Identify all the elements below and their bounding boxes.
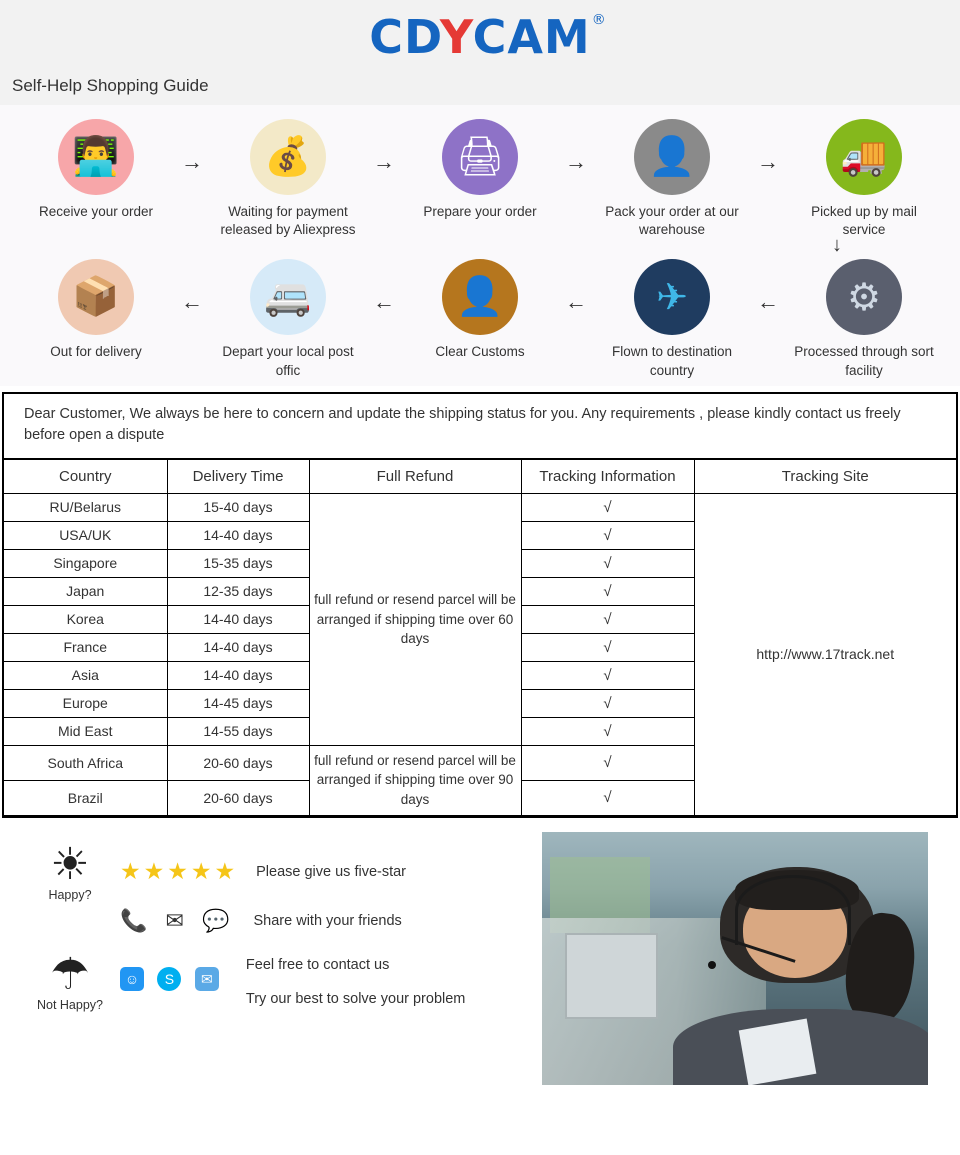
flow-step-label: Clear Customs — [435, 344, 525, 360]
column-header-tracking-information: Tracking Information — [521, 459, 694, 493]
cell-tracking-check: √ — [521, 605, 694, 633]
brand-logo — [0, 10, 960, 64]
solve-text: Try our best to solve your problem — [245, 990, 466, 1007]
flow-step-pack-order — [597, 113, 747, 239]
happy-row-stars — [20, 839, 534, 902]
cell-delivery-time: 12-35 days — [167, 577, 309, 605]
table-header-row — [4, 459, 956, 493]
rain-cloud-icon: ☂ — [50, 949, 90, 999]
cell-delivery-time: 14-40 days — [167, 605, 309, 633]
printer-icon: 🖨 — [442, 119, 518, 195]
page-header — [0, 0, 960, 105]
flow-step-label: Flown to destination country — [611, 344, 733, 378]
phone-icon[interactable]: 📞 — [120, 907, 154, 933]
not-happy-row — [20, 949, 534, 1012]
five-star-rating: ★★★★★ — [120, 858, 239, 885]
parcel-box-icon: 📦 — [58, 259, 134, 335]
delivery-table — [4, 459, 956, 816]
cell-tracking-check: √ — [521, 689, 694, 717]
flow-step-out-for-delivery — [21, 253, 171, 361]
flow-step-label: Out for delivery — [50, 344, 142, 360]
airplane-icon: ✈ — [634, 259, 710, 335]
happy-mood — [20, 839, 120, 902]
cell-country: Brazil — [4, 780, 167, 815]
flow-step-waiting-payment — [213, 113, 363, 239]
flow-step-picked-up — [789, 113, 939, 239]
registered-trademark-icon: ® — [591, 12, 607, 28]
cell-country: Europe — [4, 689, 167, 717]
cell-delivery-time: 14-40 days — [167, 521, 309, 549]
cell-tracking-check: √ — [521, 745, 694, 780]
flow-step-label: Pack your order at our warehouse — [605, 204, 739, 238]
cell-tracking-check: √ — [521, 577, 694, 605]
cell-country: Korea — [4, 605, 167, 633]
logo-text-accent: Y — [439, 10, 473, 64]
arrow-right-icon: → — [565, 149, 587, 174]
arrow-down-icon: ↓ — [832, 234, 842, 257]
social-icon-group[interactable] — [120, 908, 236, 934]
mail-truck-icon: 🚚 — [826, 119, 902, 195]
cell-country: Mid East — [4, 717, 167, 745]
messenger-icon[interactable]: ☺ — [120, 967, 144, 991]
cell-refund-note-60: full refund or resend parcel will be arranged if shipping time over 60 days — [309, 493, 521, 745]
flow-step-depart-local-post — [213, 253, 363, 379]
headset-icon — [735, 875, 851, 946]
cell-country: South Africa — [4, 745, 167, 780]
cell-tracking-site: http://www.17track.net — [694, 493, 956, 815]
cell-delivery-time: 14-40 days — [167, 661, 309, 689]
skype-icon[interactable]: S — [157, 967, 181, 991]
feedback-block — [0, 832, 534, 1086]
sorting-facility-icon: ⚙ — [826, 259, 902, 335]
cell-country: USA/UK — [4, 521, 167, 549]
cell-country: France — [4, 633, 167, 661]
computer-monitor — [565, 933, 658, 1019]
customer-service-agent-photo — [542, 832, 928, 1085]
email-icon[interactable]: ✉ — [195, 967, 219, 991]
cell-country: Japan — [4, 577, 167, 605]
flow-step-label: Prepare your order — [423, 204, 537, 219]
sun-icon: ☀ — [50, 839, 90, 889]
envelope-icon[interactable]: ✉ — [165, 907, 190, 933]
customs-officer-icon: 👤 — [442, 259, 518, 335]
cell-delivery-time: 15-40 days — [167, 493, 309, 521]
cell-delivery-time: 15-35 days — [167, 549, 309, 577]
cell-delivery-time: 14-40 days — [167, 633, 309, 661]
cell-tracking-check: √ — [521, 521, 694, 549]
flow-step-prepare-order — [405, 113, 555, 221]
column-header-tracking-site: Tracking Site — [694, 459, 956, 493]
five-star-text: Please give us five-star — [256, 863, 407, 880]
flow-step-receive-order — [21, 113, 171, 221]
cell-refund-note-90: full refund or resend parcel will be arranged if shipping time over 90 days — [309, 745, 521, 815]
flow-step-sort-facility — [789, 253, 939, 379]
cell-tracking-check: √ — [521, 493, 694, 521]
shopping-flow-section — [0, 105, 960, 386]
cell-tracking-check: √ — [521, 780, 694, 815]
cell-country: Asia — [4, 661, 167, 689]
not-happy-mood — [20, 949, 120, 1012]
customer-notice: Dear Customer, We always be here to concern and update the shipping status for you. Any requirements , please kindly contact us freely before open a dispute — [4, 394, 956, 459]
flow-step-clear-customs — [405, 253, 555, 361]
flow-step-label: Processed through sort facility — [794, 344, 934, 378]
person-at-desk-icon: 👨‍💻 — [58, 119, 134, 195]
arrow-left-icon: ← — [373, 289, 395, 315]
logo-text-left: CD — [369, 10, 440, 64]
happy-label: Happy? — [48, 887, 92, 902]
arrow-right-icon: → — [757, 149, 779, 174]
arrow-right-icon: → — [181, 149, 203, 174]
arrow-right-icon: → — [373, 149, 395, 174]
share-text: Share with your friends — [253, 912, 402, 929]
contact-text-group — [246, 957, 465, 1007]
table-row — [4, 493, 956, 521]
column-header-country: Country — [4, 459, 167, 493]
delivery-van-icon: 🚐 — [250, 259, 326, 335]
shipping-info-table — [2, 392, 958, 818]
flow-step-label: Waiting for payment released by Aliexpress — [220, 204, 356, 238]
cell-tracking-check: √ — [521, 633, 694, 661]
cell-country: Singapore — [4, 549, 167, 577]
cell-tracking-check: √ — [521, 549, 694, 577]
flow-step-label: Picked up by mail service — [811, 204, 917, 238]
happy-row-share — [120, 908, 534, 934]
flow-row-2 — [0, 253, 960, 379]
arrow-left-icon: ← — [565, 289, 587, 315]
page-title: Self-Help Shopping Guide — [12, 76, 209, 95]
arrow-left-icon: ← — [181, 289, 203, 315]
flow-step-label: Receive your order — [38, 204, 154, 219]
cell-delivery-time: 20-60 days — [167, 780, 309, 815]
payment-coin-icon: 💰 — [250, 119, 326, 195]
chat-bubble-icon[interactable]: 💬 — [202, 907, 236, 933]
flow-step-flown-to-destination — [597, 253, 747, 379]
cell-delivery-time: 20-60 days — [167, 745, 309, 780]
flow-row-1 — [0, 113, 960, 239]
messenger-icon-group[interactable] — [120, 967, 228, 997]
column-header-full-refund: Full Refund — [309, 459, 521, 493]
logo-text-right: CAM — [472, 10, 591, 64]
cell-country: RU/Belarus — [4, 493, 167, 521]
footer-section — [0, 818, 960, 1086]
arrow-left-icon: ← — [757, 289, 779, 315]
worker-packing-icon: 👤 — [634, 119, 710, 195]
cell-delivery-time: 14-55 days — [167, 717, 309, 745]
cell-delivery-time: 14-45 days — [167, 689, 309, 717]
not-happy-label: Not Happy? — [36, 997, 103, 1012]
contact-text: Feel free to contact us — [245, 956, 390, 973]
column-header-delivery-time: Delivery Time — [167, 459, 309, 493]
cell-tracking-check: √ — [521, 717, 694, 745]
cell-tracking-check: √ — [521, 661, 694, 689]
flow-step-label: Depart your local post offic — [222, 344, 354, 378]
